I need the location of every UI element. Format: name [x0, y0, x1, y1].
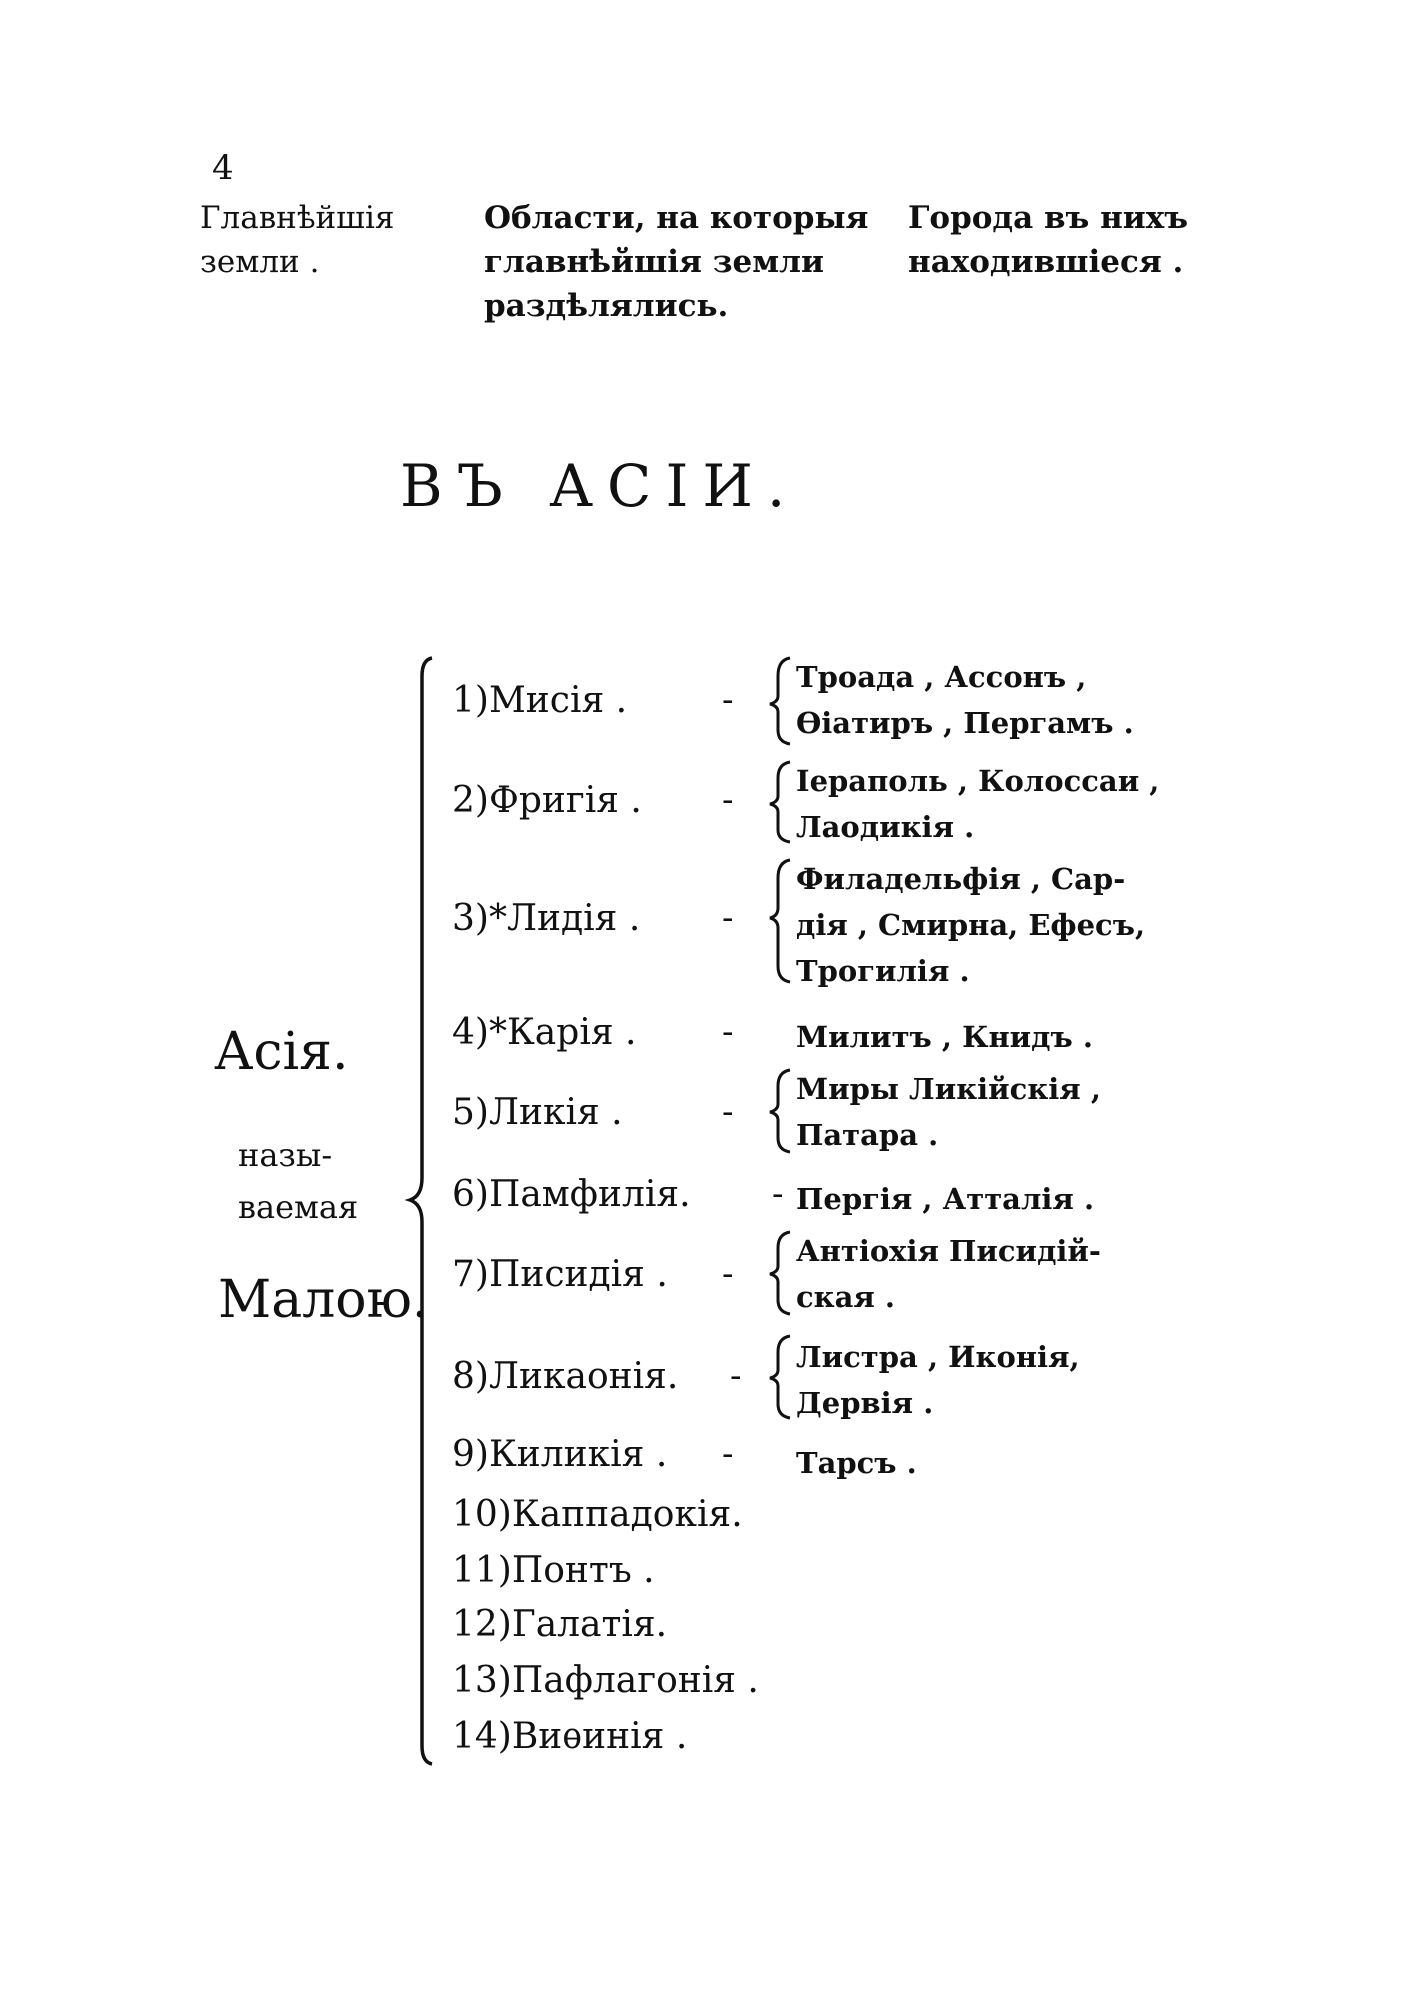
header-main-lands: Главнѣйшія земли .	[200, 200, 395, 280]
main-curly-brace	[410, 658, 432, 1764]
province-7-dash: -	[722, 1254, 734, 1294]
province-6-label: 6)Памфилія.	[452, 1174, 691, 1215]
province-1-dash: -	[722, 680, 734, 720]
province-7-city-line-2: ская .	[796, 1280, 896, 1314]
province-4-label: 4)*Карія .	[452, 1012, 637, 1053]
header-regions: Области, на которыя главнѣйшія земли раздѣлялись.	[484, 200, 869, 324]
province-7-city-line-1: Антіохія Писидій-	[796, 1234, 1101, 1268]
land-name-line3: ваемая	[238, 1188, 359, 1226]
brace-1	[770, 658, 790, 744]
brace-8	[770, 1336, 790, 1418]
province-8-city-line-1: Листра , Иконія,	[796, 1340, 1080, 1374]
brace-7	[770, 1232, 790, 1314]
province-12-label: 12)Галатія.	[452, 1604, 668, 1645]
page-number: 4	[212, 148, 234, 188]
province-3-city-line-3: Трогилія .	[796, 954, 970, 988]
brace-2	[770, 762, 790, 842]
province-13-label: 13)Пафлагонія .	[452, 1660, 759, 1701]
province-3-city-line-1: Филадельфія , Сар-	[796, 862, 1126, 896]
province-2-city-line-2: Лаодикія .	[796, 810, 975, 844]
province-7-label: 7)Писидія .	[452, 1254, 668, 1295]
province-10-label: 10)Каппадокія.	[452, 1494, 743, 1535]
province-8-dash: -	[730, 1356, 742, 1396]
land-name-malaya: Малою.	[218, 1270, 429, 1330]
province-5-dash: -	[722, 1092, 734, 1132]
section-title: ВЪ АСІИ.	[400, 452, 800, 520]
province-2-dash: -	[722, 780, 734, 820]
brace-5	[770, 1070, 790, 1152]
province-2-label: 2)Фригія .	[452, 780, 642, 821]
province-11-label: 11)Понтъ .	[452, 1550, 655, 1591]
province-8-label: 8)Ликаонія.	[452, 1356, 679, 1397]
province-1-label: 1)Мисія .	[452, 680, 628, 721]
province-9-city-line-1: Тарсъ .	[796, 1446, 917, 1480]
province-1-city-line-2: Ѳіатиръ , Пергамъ .	[796, 706, 1134, 740]
province-9-label: 9)Киликія .	[452, 1434, 668, 1475]
province-5-city-line-2: Патара .	[796, 1118, 939, 1152]
province-5-label: 5)Ликія .	[452, 1092, 623, 1133]
province-4-dash: -	[722, 1012, 734, 1052]
province-1-city-line-1: Троада , Ассонъ ,	[796, 660, 1087, 694]
province-3-city-line-2: дія , Смирна, Ефесъ,	[796, 908, 1146, 942]
land-name-asia: Асія.	[214, 1022, 349, 1082]
province-4-city-line-1: Милитъ , Книдъ .	[796, 1020, 1093, 1054]
land-name-line2: назы-	[238, 1136, 333, 1174]
province-3-dash: -	[722, 898, 734, 938]
province-5-city-line-1: Миры Ликійскія ,	[796, 1072, 1101, 1106]
province-2-city-line-1: Іераполь , Колоссаи ,	[796, 764, 1160, 798]
province-14-label: 14)Виѳинія .	[452, 1716, 688, 1757]
province-6-dash: -	[772, 1174, 784, 1214]
province-6-city-line-1: Пергія , Атталія .	[796, 1182, 1095, 1216]
province-8-city-line-2: Дервія .	[796, 1386, 934, 1420]
header-cities: Города въ нихъ находившіеся .	[908, 200, 1189, 280]
brace-3	[770, 860, 790, 982]
province-9-dash: -	[722, 1434, 734, 1474]
province-3-label: 3)*Лидія .	[452, 898, 641, 939]
